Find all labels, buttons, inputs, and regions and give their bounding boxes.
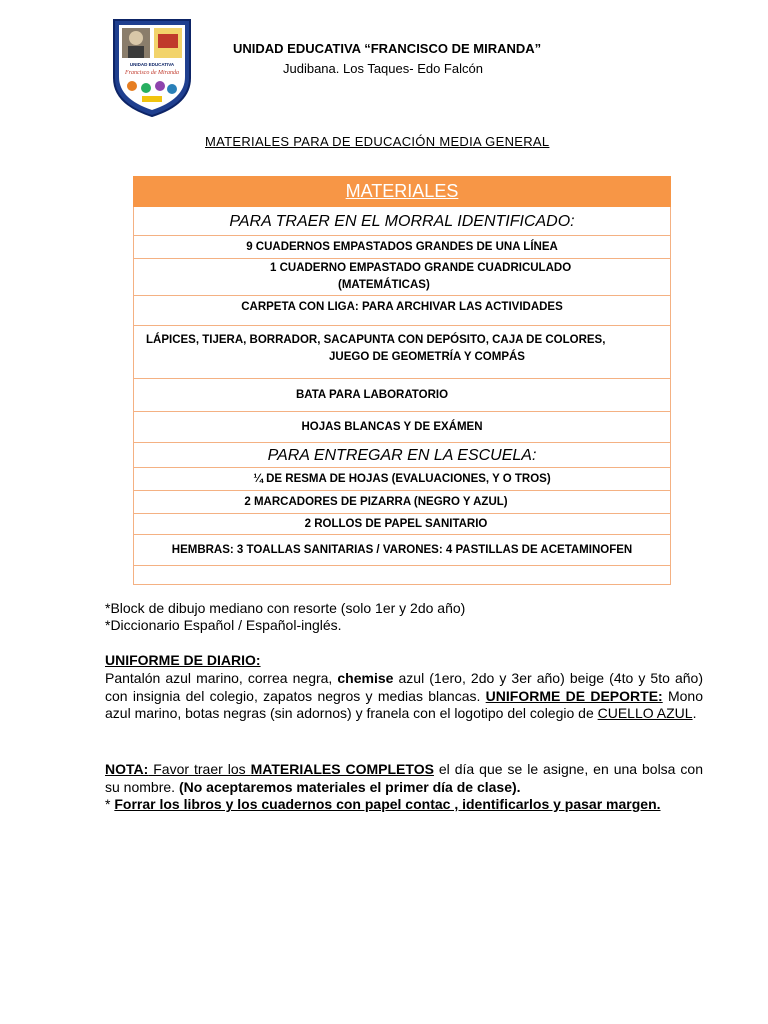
table-header-cell [134, 177, 671, 207]
document-title: MATERIALES PARA DE EDUCACIÓN MEDIA GENERAL [205, 134, 550, 149]
item-lapices [134, 326, 671, 379]
school-location: Judibana. Los Taques- Edo Falcón [283, 61, 483, 76]
item-carpeta: CARPETA CON LIGA: PARA ARCHIVAR LAS ACTIVIDADES [134, 296, 671, 326]
extra-notes [105, 600, 703, 634]
table-row [134, 207, 671, 236]
table-row [134, 443, 671, 468]
sport-uniform-title: UNIFORME DE DEPORTE: [485, 687, 663, 704]
table-row [134, 468, 671, 491]
empty-cell [134, 566, 671, 585]
section-escuela-heading: PARA ENTREGAR EN LA ESCUELA: [134, 443, 671, 468]
nota-materiales-completos: MATERIALES COMPLETOS [250, 761, 434, 777]
table-row [134, 514, 671, 535]
uniform-text-3: Mono azul marino, botas negras (sin adornos) y franela con el logotipo del colegio de [105, 687, 704, 721]
table-row [134, 535, 671, 566]
item-cuadernos-linea: 9 CUADERNOS EMPASTADOS GRANDES DE UNA LÍNEA [134, 236, 671, 259]
nota-star: * [105, 796, 115, 812]
nota-label: NOTA: [105, 761, 149, 777]
uniform-paragraph [105, 670, 703, 723]
school-name: UNIDAD EDUCATIVA “FRANCISCO DE MIRANDA” [233, 41, 542, 56]
table-row [134, 491, 671, 514]
crest-script-text: Francisco de Miranda [125, 70, 179, 76]
section-morral-heading: PARA TRAER EN EL MORRAL IDENTIFICADO: [134, 207, 671, 236]
item-resma: ¼ DE RESMA DE HOJAS (EVALUACIONES, Y O TROS) [134, 468, 671, 491]
table-row [134, 566, 671, 585]
table-row [134, 326, 671, 379]
uniform-title: UNIFORME DE DIARIO: [105, 652, 261, 668]
table-row [134, 412, 671, 443]
nota-paragraph [105, 761, 703, 814]
uniform-text-1: Pantalón azul marino, correa negra, [105, 670, 338, 686]
uniform-chemise: chemise [337, 670, 394, 686]
nota-text-1: Favor traer los [148, 761, 251, 777]
item-toallas-acetaminofen: HEMBRAS: 3 TOALLAS SANITARIAS / VARONES: 4 PASTILLAS DE ACETAMINOFEN [134, 535, 671, 566]
table-header-text: MATERIALES [345, 181, 459, 201]
school-crest-logo [108, 16, 196, 118]
table-row [134, 259, 671, 296]
table-row [134, 236, 671, 259]
item-cuaderno-cuadriculado [134, 259, 671, 296]
nota-text-2: el día que se le asigne, en una bolsa con su nombre. [105, 761, 703, 795]
nota-no-aceptaremos: (No aceptaremos materiales el primer día de clase). [178, 778, 521, 795]
materials-table [133, 176, 671, 585]
uniform-collar: CUELLO AZUL [597, 705, 693, 721]
nota-forrar: Forrar los libros y los cuadernos con papel contac , identificarlos y pasar margen. [114, 796, 661, 812]
note-diccionario: *Diccionario Español / Español-inglés. [105, 617, 342, 633]
item-hojas-blancas: HOJAS BLANCAS Y DE EXÁMEN [134, 412, 671, 443]
table-row [134, 296, 671, 326]
table-row [134, 379, 671, 412]
note-block-dibujo: *Block de dibujo mediano con resorte (solo 1er y 2do año) [105, 600, 466, 616]
item-cuaderno-cuadriculado-line2: (MATEMÁTICAS) [338, 279, 430, 291]
table-header-row [134, 177, 671, 207]
uniform-text-2: azul (1ero, 2do y 3er año) beige (4to y 5to año) con insignia del colegio, zapatos negros y medias blancas. [105, 670, 703, 704]
item-cuaderno-cuadriculado-line1: 1 CUADERNO EMPASTADO GRANDE CUADRICULADO [270, 262, 572, 274]
crest-text: UNIDAD EDUCATIVA [129, 62, 175, 67]
uniform-text-4: . [692, 705, 697, 721]
item-lapices-line1: LÁPICES, TIJERA, BORRADOR, SACAPUNTA CON DEPÓSITO, CAJA DE COLORES, [146, 334, 606, 346]
item-papel-sanitario: 2 ROLLOS DE PAPEL SANITARIO [134, 514, 671, 535]
item-marcadores: 2 MARCADORES DE PIZARRA (NEGRO Y AZUL) [134, 491, 671, 514]
item-bata: BATA PARA LABORATORIO [134, 379, 671, 412]
item-lapices-line2: JUEGO DE GEOMETRÍA Y COMPÁS [329, 351, 525, 363]
